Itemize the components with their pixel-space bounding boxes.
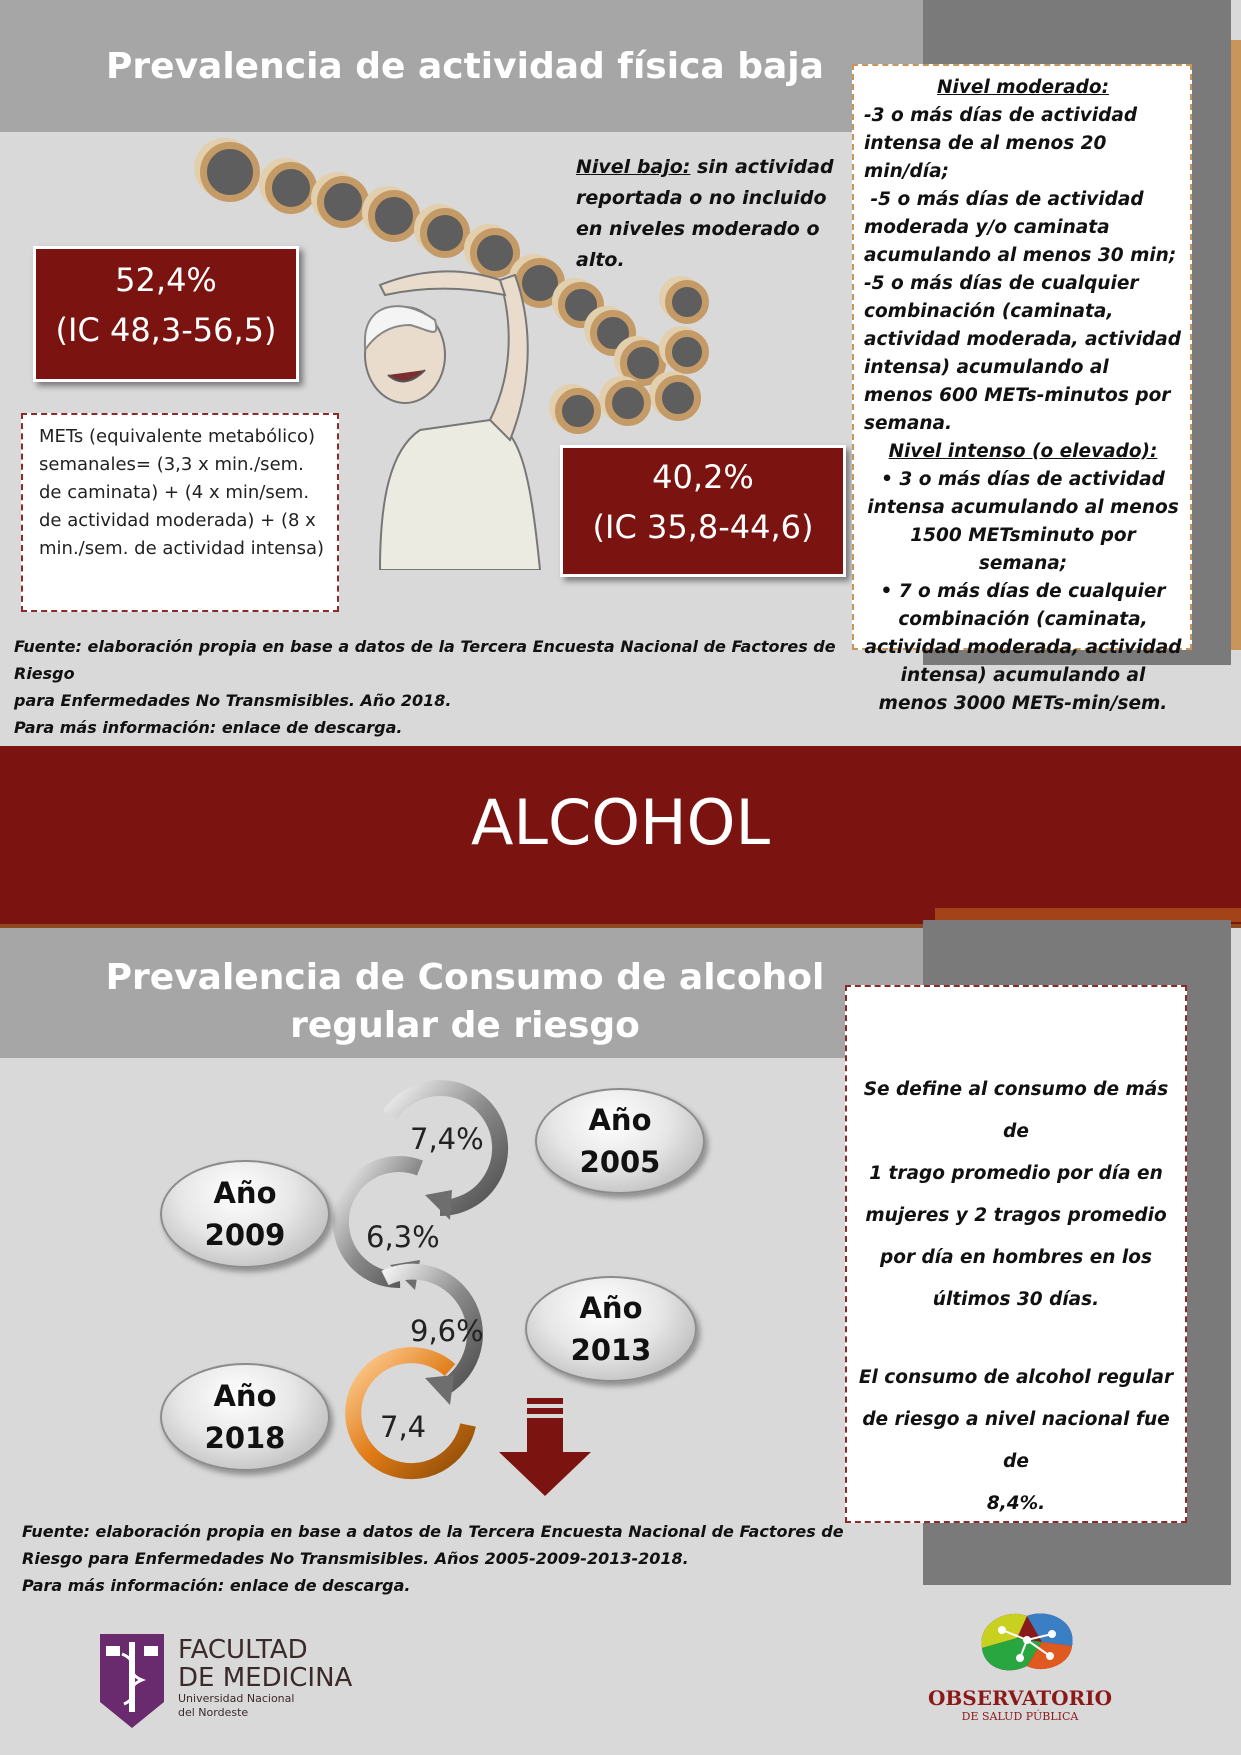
year-2009-oval	[160, 1160, 330, 1268]
alcohol-title	[0, 954, 930, 1050]
year-2005-number: 2005	[579, 1145, 661, 1179]
alcohol-source-line-2: Riesgo para Enfermedades No Transmisibles. Años 2005-2009-2013-2018.	[22, 1549, 689, 1568]
year-2005-oval	[535, 1088, 705, 1194]
unne-line-2: del Nordeste	[178, 1706, 249, 1719]
nivel-bajo-text: sin actividad reportada o no incluido en niveles moderado o alto.	[576, 156, 834, 271]
year-2013-oval	[525, 1276, 697, 1382]
value-2018: 7,4	[380, 1410, 427, 1444]
alcohol-definition-box	[845, 985, 1187, 1523]
year-2013-label: Año	[579, 1291, 643, 1325]
down-arrow-icon	[497, 1396, 593, 1498]
national-line-1: El consumo de alcohol regular	[858, 1367, 1174, 1388]
definition-line-1: Se define al consumo de más de	[863, 1079, 1169, 1142]
value-2009: 6,3%	[366, 1220, 440, 1254]
nivel-bajo-label: Nivel bajo:	[576, 156, 691, 178]
year-2018-number: 2018	[204, 1421, 286, 1455]
definition-line-3: mujeres y 2 tragos promedio	[865, 1205, 1167, 1226]
second-stat-ci: (IC 35,8-44,6)	[592, 508, 814, 546]
year-2013-number: 2013	[570, 1333, 652, 1367]
moderate-level-line-3: -5 o más días de cualquier combinación (caminata, actividad moderada, actividad intensa) acumulando al menos 600 METs-minutos por semana.	[864, 273, 1182, 434]
alcohol-source	[22, 1518, 902, 1599]
mets-definition: METs (equivalente metabólico) semanales= (3,3 x min./sem. de caminata) + (4 x min/sem. de actividad moderada) + (8 x min./sem. de actividad intensa)	[39, 426, 325, 559]
observatorio-logo	[920, 1608, 1120, 1728]
national-line-2: de riesgo a nivel nacional fue de	[862, 1409, 1170, 1472]
mets-definition-box	[21, 413, 339, 612]
definition-line-4: por día en hombres en los	[880, 1247, 1152, 1268]
right-tan-strip-top	[1231, 40, 1241, 650]
value-2013: 9,6%	[410, 1314, 484, 1348]
alcohol-title-line-1: Prevalencia de Consumo de alcohol	[105, 957, 825, 998]
caduceus-shield-icon	[98, 1632, 166, 1730]
alcohol-banner-title: ALCOHOL	[470, 786, 770, 859]
value-2005: 7,4%	[410, 1122, 484, 1156]
low-activity-ci: (IC 48,3-56,5)	[55, 311, 277, 349]
alcohol-source-line-3: Para más información: enlace de descarga.	[22, 1576, 411, 1595]
moderate-level-title: Nivel moderado:	[937, 77, 1109, 98]
activity-source	[14, 633, 894, 741]
activity-source-line-2: para Enfermedades No Transmisibles. Año 2018.	[14, 691, 452, 710]
definition-line-5: últimos 30 días.	[932, 1289, 1100, 1310]
activity-source-line-3: Para más información: enlace de descarga.	[14, 718, 403, 737]
activity-levels-box	[852, 64, 1192, 714]
year-2018-oval	[160, 1363, 330, 1471]
low-activity-percent: 52,4%	[115, 261, 217, 299]
activity-title: Prevalencia de actividad física baja	[106, 46, 824, 87]
year-2005-label: Año	[588, 1103, 652, 1137]
year-2018-label: Año	[213, 1379, 277, 1413]
year-2009-label: Año	[213, 1176, 277, 1210]
alcohol-title-line-2: regular de riesgo	[290, 1005, 640, 1046]
moderate-level-line-1: -3 o más días de actividad intensa de al menos 20 min/día;	[864, 105, 1138, 182]
observatorio-line-2: DE SALUD PÚBLICA	[961, 1710, 1079, 1723]
observatorio-brain-icon	[972, 1608, 1082, 1678]
facultad-line-1: FACULTAD	[178, 1635, 308, 1665]
facultad-medicina-logo	[98, 1632, 398, 1732]
unne-line-1: Universidad Nacional	[178, 1692, 295, 1705]
alcohol-banner	[0, 746, 1241, 928]
definition-line-2: 1 trago promedio por día en	[869, 1163, 1163, 1184]
second-stat-box	[560, 445, 846, 577]
second-stat-percent: 40,2%	[652, 458, 754, 496]
moderate-level-line-2: -5 o más días de actividad moderada y/o caminata acumulando al menos 30 min;	[864, 189, 1177, 266]
intense-level-line-2: • 7 o más días de cualquier combinación (caminata, actividad moderada, actividad intensa) acumulando al menos 3000 METs-min/sem.	[864, 581, 1182, 714]
intense-level-line-1: • 3 o más días de actividad intensa acumulando al menos 1500 METsminuto por semana;	[867, 469, 1179, 574]
nivel-bajo-note	[576, 152, 851, 276]
facultad-line-2: DE MEDICINA	[178, 1663, 353, 1693]
year-2009-number: 2009	[204, 1218, 286, 1252]
intense-level-title: Nivel intenso (o elevado):	[888, 441, 1158, 462]
observatorio-line-1: OBSERVATORIO	[927, 1686, 1112, 1710]
woman-exercising-illustration	[340, 270, 560, 570]
activity-source-line-1: Fuente: elaboración propia en base a datos de la Tercera Encuesta Nacional de Factores de Riesgo	[14, 637, 836, 683]
national-line-3: 8,4%.	[986, 1493, 1046, 1514]
alcohol-source-line-1: Fuente: elaboración propia en base a datos de la Tercera Encuesta Nacional de Factores de	[22, 1522, 844, 1541]
low-activity-stat-box	[33, 246, 299, 382]
